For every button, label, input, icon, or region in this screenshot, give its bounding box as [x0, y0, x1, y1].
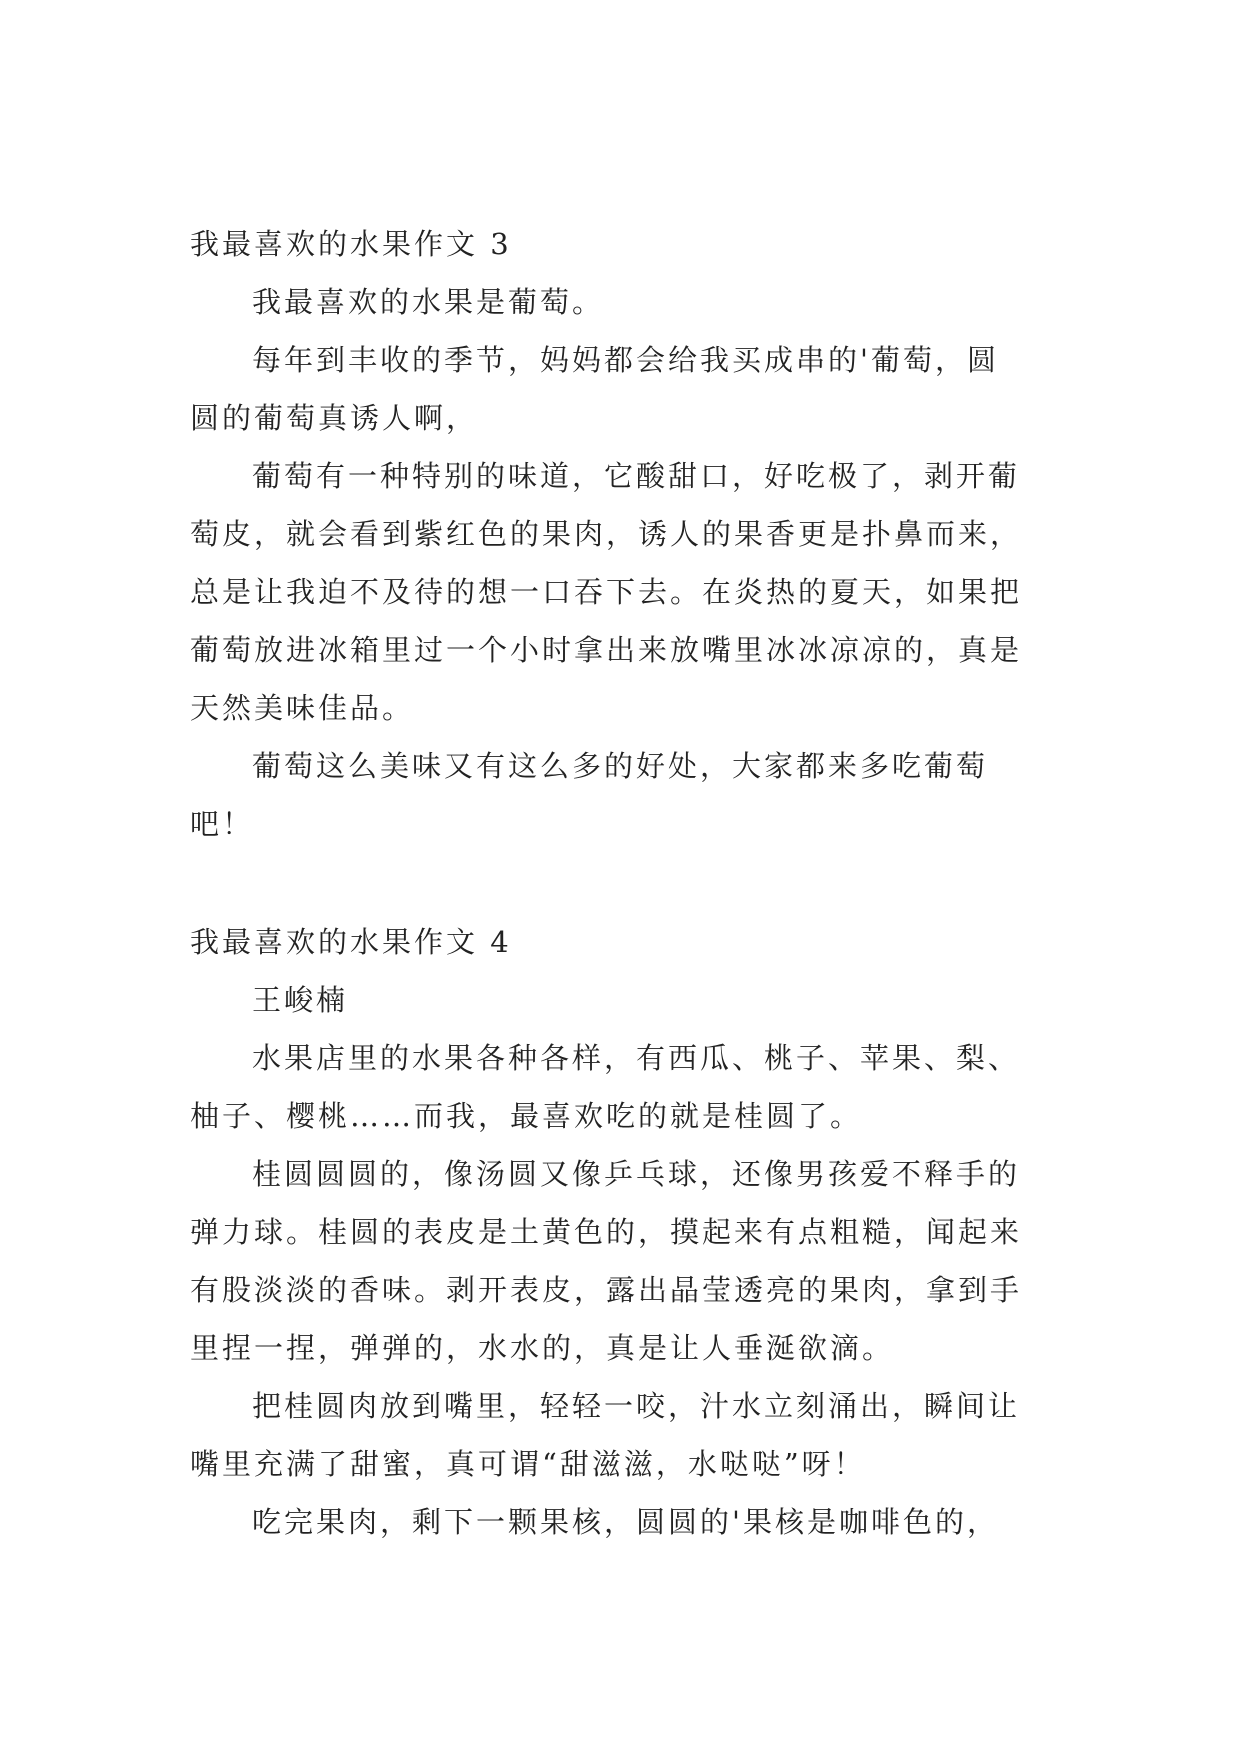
- paragraph: 葡萄这么美味又有这么多的好处，大家都来多吃葡萄 吧！: [190, 749, 989, 841]
- essay-section-3: [190, 215, 1070, 853]
- paragraph: 水果店里的水果各种各样，有西瓜、桃子、苹果、梨、 柚子、樱桃……而我，最喜欢吃的就是桂圆了。: [190, 1041, 1021, 1133]
- author-name: 王峻楠: [252, 983, 349, 1017]
- document-body: [190, 215, 1070, 1551]
- essay-title: 我最喜欢的水果作文 3: [190, 227, 512, 261]
- paragraph: 把桂圆肉放到嘴里，轻轻一咬，汁水立刻涌出，瞬间让 嘴里充满了甜蜜，真可谓“甜滋滋，水哒哒”呀！: [190, 1389, 1021, 1481]
- essay-title: 我最喜欢的水果作文 4: [190, 925, 512, 959]
- paragraph: 桂圆圆圆的，像汤圆又像乒乓球，还像男孩爱不释手的 弹力球。桂圆的表皮是土黄色的，摸起来有点粗糙，闻起来 有股淡淡的香味。剥开表皮，露出晶莹透亮的果肉，拿到手 里捏一捏，弹弹的，水水的，真是让人垂涎欲滴。: [190, 1157, 1023, 1365]
- paragraph: 我最喜欢的水果是葡萄。: [252, 285, 605, 319]
- paragraph: 葡萄有一种特别的味道，它酸甜口，好吃极了，剥开葡 萄皮，就会看到紫红色的果肉，诱人的果香更是扑鼻而来， 总是让我迫不及待的想一口吞下去。在炎热的夏天，如果把 葡萄放进冰箱里过一个小时拿出来放嘴里冰冰凉凉的，真是 天然美味佳品。: [190, 459, 1023, 725]
- paragraph: 每年到丰收的季节，妈妈都会给我买成串的'葡萄，圆 圆的葡萄真诱人啊，: [190, 343, 999, 435]
- essay-section-4: [190, 913, 1070, 1551]
- paragraph: 吃完果肉，剩下一颗果核，圆圆的'果核是咖啡色的，: [252, 1505, 999, 1539]
